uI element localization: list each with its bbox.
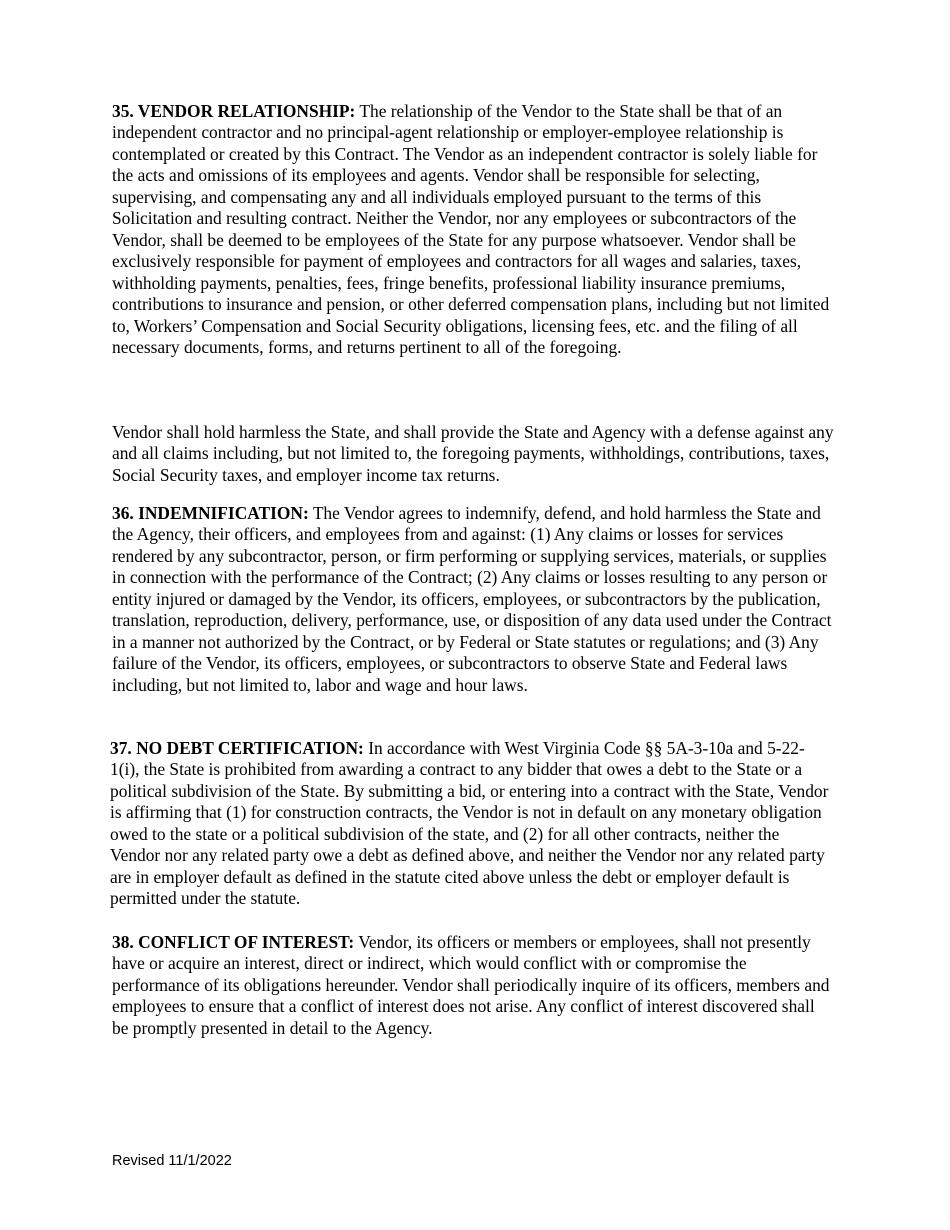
clause-35-vendor-relationship bbox=[112, 101, 834, 358]
clause-36-indemnification bbox=[112, 503, 834, 696]
clause-heading: 36. INDEMNIFICATION: bbox=[112, 503, 309, 523]
clause-38-conflict-of-interest bbox=[112, 932, 834, 1039]
clause-heading: 38. CONFLICT OF INTEREST: bbox=[112, 932, 355, 952]
clause-heading: 35. VENDOR RELATIONSHIP: bbox=[112, 101, 356, 121]
revision-date-footer: Revised 11/1/2022 bbox=[112, 1153, 232, 1169]
clause-35-hold-harmless-paragraph bbox=[112, 422, 834, 486]
clause-body: The Vendor agrees to indemnify, defend, and hold harmless the State and the Agency, their officers, and employees from and against: (1) Any claims or losses for services rendered by any subcontractor, person, or firm performing or supplying services, materials, or supplies in connection with the performance of the Contract; (2) Any claims or losses resulting to any person or entity injured or damaged by the Vendor, its officers, employees, or subcontractors by the publication, translation, reproduction, delivery, performance, use, or disposition of any data used under the Contract in a manner not authorized by the Contract, or by Federal or State statutes or regulations; and (3) Any failure of the Vendor, its officers, employees, or subcontractors to observe State and Federal laws including, but not limited to, labor and wage and hour laws. bbox=[112, 503, 832, 695]
clause-37-no-debt-certification bbox=[110, 738, 832, 910]
clause-body: The relationship of the Vendor to the State shall be that of an independent contractor and no principal-agent relationship or employer-employee relationship is contemplated or created by this Contract. The Vendor as an independent contractor is solely liable for the acts and omissions of its employees and agents. Vendor shall be responsible for selecting, supervising, and compensating any and all individuals employed pursuant to the terms of this Solicitation and resulting contract. Neither the Vendor, nor any employees or subcontractors of the Vendor, shall be deemed to be employees of the State for any purpose whatsoever. Vendor shall be exclusively responsible for payment of employees and contractors for all wages and salaries, taxes, withholding payments, penalties, fees, fringe benefits, professional liability insurance premiums, contributions to insurance and pension, or other deferred compensation plans, including but not limited to, Workers’ Compensation and Social Security obligations, licensing fees, etc. and the filing of all necessary documents, forms, and returns pertinent to all of the foregoing. bbox=[112, 101, 830, 357]
clause-body: Vendor, its officers or members or employees, shall not presently have or acquire an interest, direct or indirect, which would conflict with or compromise the performance of its obligations hereunder. Vendor shall periodically inquire of its officers, members and employees to ensure that a conflict of interest does not arise. Any conflict of interest discovered shall be promptly presented in detail to the Agency. bbox=[112, 932, 830, 1038]
clause-heading: 37. NO DEBT CERTIFICATION: bbox=[110, 738, 364, 758]
clause-body: In accordance with West Virginia Code §§ 5A-3-10a and 5-22-1(i), the State is prohibited from awarding a contract to any bidder that owes a debt to the State or a political subdivision of the State. By submitting a bid, or entering into a contract with the State, Vendor is affirming that (1) for construction contracts, the Vendor is not in default on any monetary obligation owed to the state or a political subdivision of the state, and (2) for all other contracts, neither the Vendor nor any related party owe a debt as defined above, and neither the Vendor nor any related party are in employer default as defined in the statute cited above unless the debt or employer default is permitted under the statute. bbox=[110, 738, 829, 909]
clause-body: Vendor shall hold harmless the State, and shall provide the State and Agency with a defense against any and all claims including, but not limited to, the foregoing payments, withholdings, contributions, taxes, Social Security taxes, and employer income tax returns. bbox=[112, 422, 834, 485]
